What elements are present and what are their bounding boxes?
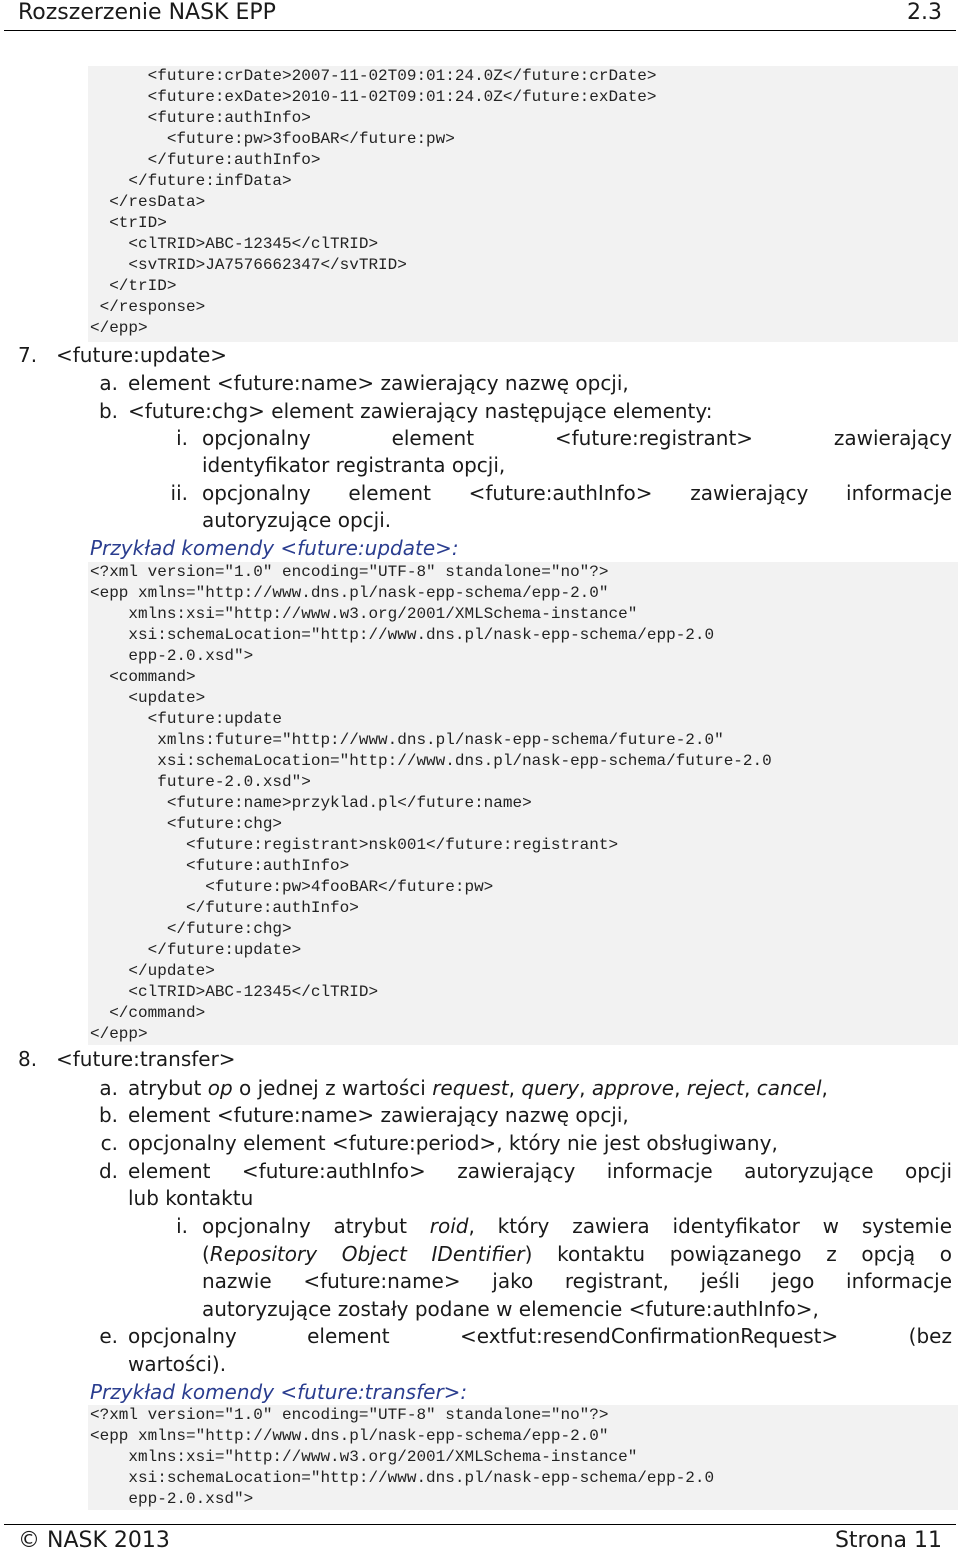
section-7-i-word: <future:registrant>	[554, 426, 754, 450]
section-8-e-word: (bez	[908, 1324, 952, 1348]
code-block-transfer-command: <?xml version="1.0" encoding="UTF-8" standalone="no"?> <epp xmlns="http://www.dns.pl/nask-epp-schema/epp-2.0" xmlns:xsi="http://www.w3.org/2001/XMLSchema-instance" xsi:schemaLocation="http://www.dns.pl/nask-epp-schema/epp-2.0 epp-2.0.xsd">	[88, 1405, 958, 1510]
text-run: ,	[508, 1076, 522, 1100]
italic-term-query: query	[521, 1076, 580, 1100]
section-7-i-line1	[202, 425, 952, 452]
section-7-a-text: element <future:name> zawierający nazwę opcji,	[128, 371, 629, 395]
section-8-i-label: i.	[176, 1214, 188, 1238]
header-rule	[4, 30, 956, 31]
section-8-i-line4: autoryzujące zostały podane w elemencie <future:authInfo>,	[202, 1297, 819, 1321]
section-7-i-line2: identyfikator registranta opcji,	[202, 453, 506, 477]
document-version: 2.3	[907, 0, 942, 25]
code-block-update-command: <?xml version="1.0" encoding="UTF-8" standalone="no"?> <epp xmlns="http://www.dns.pl/nask-epp-schema/epp-2.0" xmlns:xsi="http://www.w3.org/2001/XMLSchema-instance" xsi:schemaLocation="http://www.dns.pl/nask-epp-schema/epp-2.0 epp-2.0.xsd"> <command> <update> <future:update xmlns:future="http://www.dns.pl/nask-epp-schema/future-2.0" xsi:schemaLocation="http://www.dns.pl/nask-epp-schema/future-2.0 future-2.0.xsd"> <future:name>przyklad.pl</future:name> <future:chg> <future:registrant>nsk001</future:registrant> <future:authInfo> <future:pw>4fooBAR</future:pw> </future:authInfo> </future:chg> </future:update> </update> <clTRID>ABC-12345</clTRID> </command> </epp>	[88, 562, 958, 1045]
section-7-ii-label: ii.	[170, 481, 188, 505]
text-run: , który zawiera identyfikator w systemie	[468, 1214, 952, 1238]
section-7-title: <future:update>	[56, 343, 228, 367]
italic-term-request: request	[432, 1076, 509, 1100]
section-8-e-label: e.	[99, 1324, 118, 1348]
section-8-d-label: d.	[98, 1159, 118, 1183]
section-8-e-line1	[128, 1323, 952, 1350]
text-run: ,	[579, 1076, 592, 1100]
section-7-ii-line2: autoryzujące opcji.	[202, 508, 392, 532]
section-7-i-word: zawierający	[833, 426, 952, 450]
section-8-c-label: c.	[100, 1131, 118, 1155]
section-7-i-word: opcjonalny	[202, 426, 311, 450]
text-run: ,	[744, 1076, 757, 1100]
section-8-a-text	[128, 1075, 828, 1102]
text-run: atrybut	[128, 1076, 208, 1100]
italic-term-reject: reject	[686, 1076, 745, 1100]
section-8-e-word: <extfut:resendConfirmationRequest>	[460, 1324, 839, 1348]
code-block-info-response: <future:crDate>2007-11-02T09:01:24.0Z</future:crDate> <future:exDate>2010-11-02T09:01:24.0Z</future:exDate> <future:authInfo> <future:pw>3fooBAR</future:pw> </future:authInfo> </future:infData> </resData> <trID> <clTRID>ABC-12345</clTRID> <svTRID>JA7576662347</svTRID> </trID> </response> </epp>	[88, 66, 958, 342]
page-number: Strona 11	[834, 1528, 942, 1553]
italic-term-roid: roid	[429, 1214, 469, 1238]
section-8-b-text: element <future:name> zawierający nazwę opcji,	[128, 1103, 629, 1127]
section-7-example-heading: Przykład komendy <future:update>:	[90, 536, 459, 560]
section-7-ii-line1: opcjonalny element <future:authInfo> zawierający informacje	[202, 481, 952, 505]
section-7-b-label: b.	[98, 399, 118, 423]
section-8-a-label: a.	[99, 1076, 118, 1100]
section-7-b-text: <future:chg> element zawierający następujące elementy:	[128, 399, 713, 423]
section-8-i-line1	[202, 1213, 952, 1240]
section-7-i-label: i.	[176, 426, 188, 450]
text-run: (	[202, 1242, 210, 1266]
text-run: opcjonalny atrybut	[202, 1214, 430, 1238]
section-8-e-line2: wartości).	[128, 1352, 227, 1376]
section-7-a-label: a.	[99, 371, 118, 395]
section-8-d-line1: element <future:authInfo> zawierający informacje autoryzujące opcji	[128, 1159, 952, 1183]
footer-rule	[4, 1524, 956, 1525]
text-run: ) kontaktu powiązanego z opcją o	[524, 1242, 952, 1266]
italic-term-cancel: cancel	[756, 1076, 822, 1100]
section-7-number: 7.	[18, 343, 38, 367]
text-run: ,	[674, 1076, 687, 1100]
page-footer	[0, 1520, 960, 1555]
section-8-title: <future:transfer>	[56, 1047, 236, 1071]
page-header	[0, 0, 960, 34]
section-8-i-line2	[202, 1241, 952, 1268]
section-8-e-word: opcjonalny	[128, 1324, 237, 1348]
italic-term-repository-object-identifier: Repository Object IDentifier	[209, 1242, 525, 1266]
italic-term-approve: approve	[591, 1076, 675, 1100]
text-run: o jednej z wartości	[232, 1076, 433, 1100]
section-8-i-line3: nazwie <future:name> jako registrant, jeśli jego informacje	[202, 1269, 952, 1293]
section-8-example-heading: Przykład komendy <future:transfer>:	[90, 1380, 468, 1404]
section-8-d-line2: lub kontaktu	[128, 1186, 254, 1210]
document-title: Rozszerzenie NASK EPP	[18, 0, 276, 25]
section-8-number: 8.	[18, 1047, 38, 1071]
section-8-c-text: opcjonalny element <future:period>, który nie jest obsługiwany,	[128, 1131, 778, 1155]
copyright: © NASK 2013	[18, 1528, 170, 1553]
section-7-i-word: element	[391, 426, 475, 450]
text-run: ,	[821, 1076, 828, 1100]
section-8-b-label: b.	[98, 1103, 118, 1127]
section-8-e-word: element	[307, 1324, 390, 1348]
italic-term-op: op	[207, 1076, 233, 1100]
